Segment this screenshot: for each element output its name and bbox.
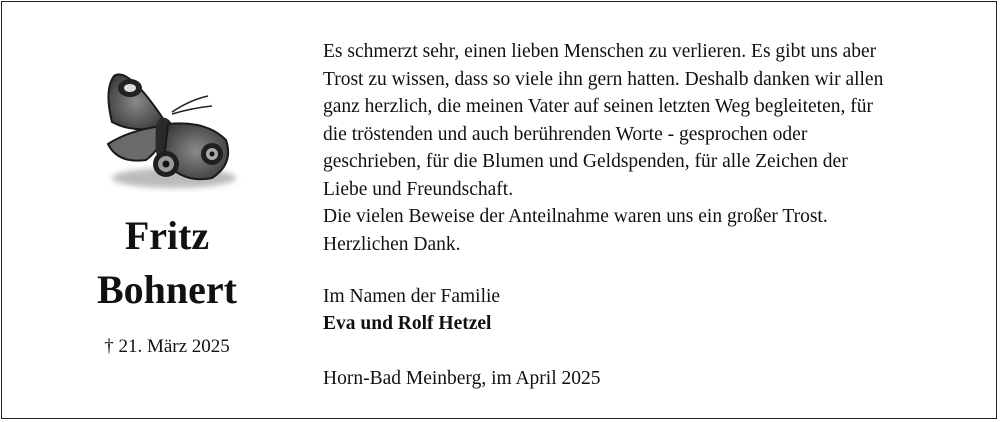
message-line: die tröstenden und auch berührenden Worte - gesprochen oder <box>323 123 808 145</box>
message-line: Trost zu wissen, dass so viele ihn gern hatten. Deshalb danken wir allen <box>323 68 884 90</box>
message-line: Die vielen Beweise der Anteilnahme waren uns ein großer Trost. <box>323 206 828 227</box>
message-line: Liebe und Freundschaft. <box>323 178 514 200</box>
place-date: Horn-Bad Meinberg, im April 2025 <box>323 368 601 389</box>
message-line: Es schmerzt sehr, einen lieben Menschen zu verlieren. Es gibt uns aber <box>323 41 877 62</box>
butterfly-icon <box>94 60 242 200</box>
message-line: geschrieben, für die Blumen und Geldspenden, für alle Zeichen der <box>323 151 848 172</box>
obituary-notice <box>1 1 997 419</box>
deceased-first-name: Fritz <box>124 213 210 258</box>
signature-names: Eva und Rolf Hetzel <box>323 313 492 334</box>
message-line: ganz herzlich, die meinen Vater auf seinen letzten Weg begleiteten, für <box>323 96 873 117</box>
deceased-last-name: Bohnert <box>97 267 237 312</box>
death-date: † 21. März 2025 <box>104 336 230 357</box>
message-line: Herzlichen Dank. <box>323 233 461 255</box>
signature-intro: Im Namen der Familie <box>323 286 501 307</box>
thank-you-message <box>323 38 983 258</box>
